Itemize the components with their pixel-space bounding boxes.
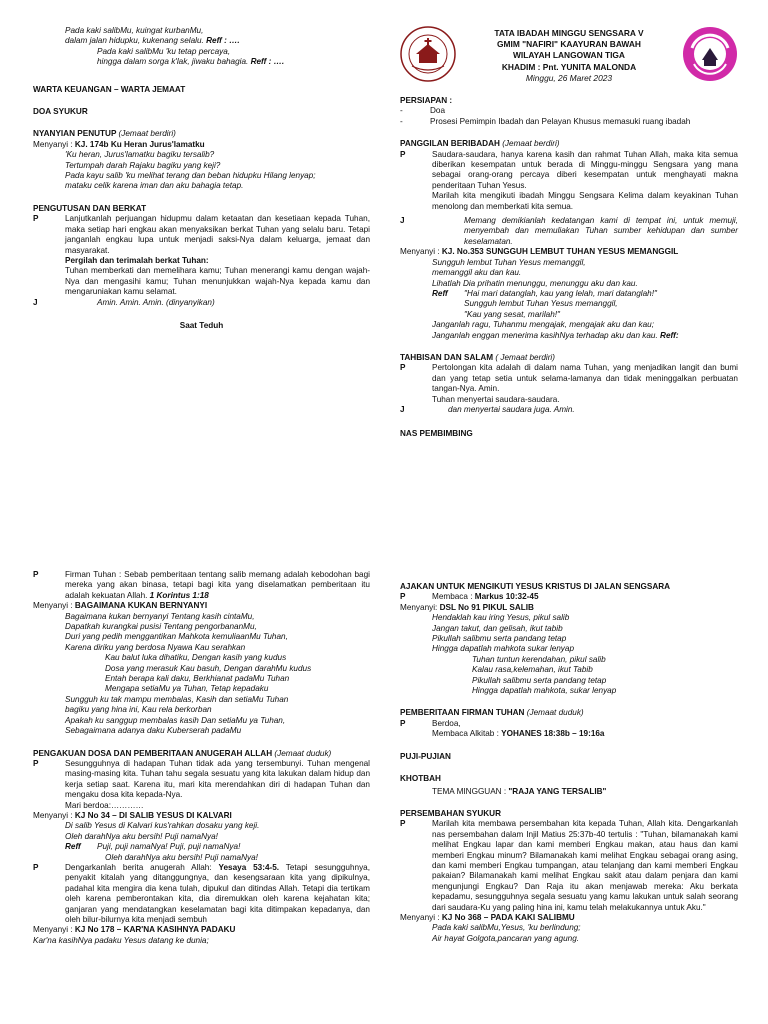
warta-heading: WARTA KEUANGAN – WARTA JEMAAT <box>33 84 186 94</box>
reff-block: Reff "Hai mari datanglah, kau yang lelah, mari datanglah!" Sungguh lembut Tuhan Yesus memanggil, "Kau yang sesat, marilah!" <box>400 289 738 320</box>
song-line: Jangan takut, dan gelisah, ikut tabib <box>432 623 563 633</box>
song-line: Sebagaimana adanya daku Kuberserah padaMu <box>65 726 242 736</box>
intro-line: dalam jalan hidupku, kukenang selalu. Reff : …. <box>65 36 240 46</box>
song-line: Lihatlah Dia prihatin menunggu, menunggu aku dan kau. <box>432 278 638 288</box>
song-line: Tertumpah darah Rajaku bagiku yang keji? <box>65 160 221 170</box>
menyanyi-line: Menyanyi : BAGAIMANA KUKAN BERNYANYI <box>33 601 208 611</box>
pemberitaan-heading: PEMBERITAAN FIRMAN TUHAN (Jemaat duduk) <box>400 708 584 718</box>
song2-line-2: Air hayat Golgota,pancaran yang agung. <box>432 933 580 943</box>
song2-line-1: Di salib Yesus di Kalvari kus'rahkan dosaku yang keji. <box>65 821 260 831</box>
pengakuan-heading: PENGAKUAN DOSA DAN PEMBERITAAN ANUGERAH ALLAH (Jemaat duduk) <box>33 748 332 758</box>
menyanyi-line-2: Menyanyi : KJ No 34 – DI SALIB YESUS DI KALVARI <box>33 810 232 820</box>
persembahan-paragraph: P Marilah kita membawa persembahan kita kepada Tuhan, Allah kita. Dengarkanlah nas persembahan dalam Injil Matius 25:37b-40 tertulis : "Tuhan, bilamanakah kami melihat Engkau lapar dan kami memberi Engkau makan, atau haus dan kami memberi Engkau minum? Bilamanakah kami melihat Engkau sebagai orang asing, dan kami memberi Engkau tumpangan, atau telanjang dan kami memberi Engkau pakaian? Bilamanakah kami melihat Engkau sakit atau dalam penjara dan kami mengunjungi Engkau? Dan Raja itu akan menjawab mereka: Aku berkata kepadamu, sesungguhnya segala sesuatu yang kamu lakukan untuk salah seorang dari saudara-Ku yang paling hina ini, kamu telah melakukannya untuk Aku." <box>400 819 738 912</box>
intro-song-lines <box>33 26 370 68</box>
ajakan-heading: AJAKAN UNTUK MENGIKUTI YESUS KRISTUS DI JALAN SENGSARA <box>400 582 671 591</box>
persembahan-heading: PERSEMBAHAN SYUKUR <box>400 808 501 818</box>
song-lines <box>400 613 738 696</box>
song-line: Karena diriku yang berdosa Nyawa Kau serahkan <box>65 642 246 652</box>
song-lines <box>400 258 738 289</box>
menyanyi-line: Menyanyi: DSL No 91 PIKUL SALIB <box>400 602 534 612</box>
reff-line: "Hai mari datanglah, kau yang lelah, mari datanglah!" <box>464 288 657 298</box>
song-line: Pikullah salibmu serta pandang tetap <box>432 634 567 644</box>
song-line: mataku celik karena iman dan aku bahagia tetap. <box>65 181 244 191</box>
anugerah-paragraph: P Dengarkanlah berita anugerah Allah: Yesaya 53:4-5. Tetapi sesungguhnya, penyakit kitalah yang ditanggungnya, dan kesengsaraan kita yang dipikulnya, padahal kita mengira dia kena tulah, dipukul dan ditindas Allah. Tetapi dia tertikam oleh karena pemberontakan kita, dia diremukkan oleh karena kejahatan kita; ganjaran yang mendatangkan keselamatan bagi kita ditimpakan kepadanya, dan oleh bilur-bilurnya kita menjadi sembuh <box>33 862 370 924</box>
reff-line: Sungguh lembut Tuhan Yesus memanggil, <box>464 299 618 309</box>
tema-line: TEMA MINGGUAN : "RAJA YANG TERSALIB" <box>432 786 607 796</box>
doa-syukur-heading: DOA SYUKUR <box>33 107 88 117</box>
menyanyi-line-2: Menyanyi : KJ No 368 – PADA KAKI SALIBMU <box>400 912 575 922</box>
nyanyian-penutup-heading: NYANYIAN PENUTUP (Jemaat berdiri) <box>33 129 176 139</box>
song-line: Hingga dapatlah mahkota, sukar lenyap <box>472 686 617 696</box>
intro-line: Pada kaki salibMu, kuingat kurbanMu, <box>65 26 204 35</box>
song2-line-2: Oleh darahNya aku bersih! Puji namaNya! <box>65 831 218 841</box>
song3-line: Kar'na kasihNya padaku Yesus datang ke dunia; <box>33 935 209 945</box>
membaca-line: P Membaca : Markus 10:32-45 <box>400 592 539 602</box>
song-line: Duri yang pedih menggantikan Mahkota kemuliaanMu Tuhan, <box>65 632 288 642</box>
intro-line: Pada kaki salibMu 'ku tetap percaya, <box>97 46 231 56</box>
reff-block: Reff Puji, puji namaNya! Puji, puji namaNya! Oleh darahNya aku bersih! Puji namaNya! <box>65 842 258 862</box>
pengutusan-paragraph: P Lanjutkanlah perjuangan hidupmu dalam ketaatan dan kesetiaan kepada Tuhan, maka setiap hari engkau akan menyaksikan berkat Tuhan yang selalu baru. Tetapi janganlah engkau lupa untuk menjadi saksi-Nya dalam keluarga, jemaat dan masyarakat. <box>33 214 370 255</box>
song-line: Janganlah ragu, Tuhanmu mengajak, mengajak aku dan kau; <box>432 320 654 330</box>
khotbah-heading: KHOTBAH <box>400 774 441 784</box>
nas-pembimbing-heading: NAS PEMBIMBING <box>400 429 473 439</box>
song-line: Sungguh ku tak mampu membalas, Kasih dan setiaMu Tuhan <box>65 694 289 704</box>
song-end-lines <box>400 320 738 341</box>
song-lines <box>33 150 370 192</box>
firman-paragraph: P Firman Tuhan : Sebab pemberitaan tentang salib memang adalah kebodohan bagi mereka yang akan binasa, tetapi bagi kita yang diselamatkan pemberitaan itu adalah kekuatan Allah. 1 Korintus 1:18 <box>33 570 370 600</box>
song-line: Tuhan tuntun kerendahan, pikul salib <box>472 654 606 664</box>
berdoa-line: P Berdoa, Membaca Alkitab : YOHANES 18:38b – 19:16a <box>400 718 605 739</box>
jemaat-response-2: J dan menyertai saudara juga. Amin. <box>400 404 575 414</box>
header <box>400 26 738 96</box>
pergilah-line: Pergilah dan terimalah berkat Tuhan: <box>65 255 209 265</box>
intro-line: hingga dalam sorga k'lak, jiwaku bahagia. Reff : …. <box>97 57 285 67</box>
persiapan-item: - Doa <box>400 106 446 116</box>
menyanyi-line: Menyanyi : KJ. No.353 SUNGGUH LEMBUT TUHAN YESUS MEMANGGIL <box>400 247 679 257</box>
song-line: Entah berapa kali daku, Berkhianat padaMu Tuhan <box>105 674 290 684</box>
song-line: Kau balut luka dihatiku, Dengan kasih yang kudus <box>105 653 287 663</box>
panggilan-heading: PANGGILAN BERIBADAH (Jemaat berdiri) <box>400 139 560 149</box>
song-line: Hingga dapatlah mahkota sukar lenyap <box>432 644 575 654</box>
song-line: Dapatkah kurangkai pusisi Tentang pengorbananMu, <box>65 622 257 632</box>
song-line: Janganlah enggan menerima kasihNya terhadap aku dan kau. Reff: <box>432 330 679 340</box>
jemaat-response: J Memang demikianlah kedatangan kami di tempat ini, untuk memuji, menyembah dan memuliakan Tuhan sumber kehidupan dan sumber keselamatan. <box>400 216 738 246</box>
song-line: Hendaklah kau iring Yesus, pikul salib <box>432 613 570 623</box>
bottom-right-column <box>400 582 738 944</box>
bottom-left-column <box>33 570 370 946</box>
amin-line: J Amin. Amin. Amin. (dinyanyikan) <box>33 297 215 307</box>
tahbisan-heading: TAHBISAN DAN SALAM ( Jemaat berdiri) <box>400 352 555 362</box>
top-right-column <box>400 26 738 440</box>
reff-line: "Kau yang sesat, marilah!" <box>464 309 560 319</box>
saat-teduh: Saat Teduh <box>179 320 224 330</box>
gmim-seal-logo <box>400 26 456 82</box>
song-line: Pikullah salibmu serta pandang tetap <box>472 675 607 685</box>
menyanyi-line-3: Menyanyi : KJ No 178 – KAR'NA KASIHNYA PADAKU <box>33 925 236 935</box>
tahbisan-paragraph: P Pertolongan kita adalah di dalam nama Tuhan, yang menjadikan langit dan bumi dan yang tetap setia untuk selama-lamanya dan tidak meninggalkan perbuatan tangan-Nya. Amin. Tuhan menyertai saudara-saudara. <box>400 363 738 404</box>
song-line: Sungguh lembut Tuhan Yesus memanggil, <box>432 257 586 267</box>
pengakuan-paragraph: P Sesungguhnya di hadapan Tuhan tidak ada yang tersembunyi. Tuhan mengenal masing-masing kita. Tuhan tahu segala sesuatu yang kita lakukan dalam hidup dan kerja setiap saat. Karena itu, mari kita merendahkan diri di hadapan Tuhan dan mengaku dosa kita kepada-Nya. Mari berdoa:………… <box>33 758 370 810</box>
song-lines <box>33 612 370 737</box>
menyanyi-line: Menyanyi : KJ. 174b Ku Heran Jurus'lamatku <box>33 139 205 149</box>
berkat-text: Tuhan memberkati dan memelihara kamu; Tuhan menerangi kamu dengan wajah-Nya dan mengasihi kamu; Tuhan menunjukkan wajah-Nya kepada kamu dan mengaruniakan kamu selamat. <box>65 266 370 297</box>
pengutusan-heading: PENGUTUSAN DAN BERKAT <box>33 203 147 213</box>
puji-pujian-heading: PUJI-PUJIAN <box>400 751 451 761</box>
persiapan-list <box>400 106 738 127</box>
song-line: 'Ku heran, Jurus'lamatku bagiku tersalib? <box>65 150 215 160</box>
persiapan-item: - Prosesi Pemimpin Ibadah dan Pelayan Khusus memasuki ruang ibadah <box>400 116 691 126</box>
song-line: Mengapa setiaMu ya Tuhan, Tetap kepadaku <box>105 684 269 694</box>
song2-line-1: Pada kaki salibMu,Yesus, 'ku berlindung; <box>432 923 581 933</box>
nafiri-church-logo <box>682 26 738 82</box>
top-left-column <box>33 26 370 331</box>
service-date: Minggu, 26 Maret 2023 <box>525 72 613 83</box>
panggilan-paragraph: P Saudara-saudara, hanya karena kasih dan rahmat Tuhan Allah, maka kita semua diberikan kesempatan untuk berada di Minggu-minggu Sengsara yang mana sebagai orang-orang percaya diberi kesempatan untuk menghayati makna penderitaan Tuhan Yesus. Marilah kita mengikuti ibadah Minggu Sengsara Kelima dalam keyakinan Tuhan menolong dan memberkati kita semua. <box>400 149 738 211</box>
song-line: Pada kayu salib 'ku melihat terang dan beban hidupku Hilang lenyap; <box>65 171 316 181</box>
song-line: Bagaimana kukan bernyanyi Tentang kasih cintaMu, <box>65 611 255 621</box>
song-line: bagiku yang hina ini, Kau rela berkorban <box>65 705 212 715</box>
header-title: TATA IBADAH MINGGU SENGSARA V GMIM "NAFIRI" KAAYURAN BAWAH WILAYAH LANGOWAN TIGA KHADIM : Pnt. YUNITA MALONDA Minggu, 26 Maret 2023 <box>470 28 668 84</box>
persiapan-heading: PERSIAPAN : <box>400 96 453 105</box>
song-line: Kalau rasa,kelemahan, ikut Tabib <box>472 665 593 675</box>
song-line: Dosa yang merasuk Kau basuh, Dengan darahMu kudus <box>105 663 312 673</box>
song-line: memanggil aku dan kau. <box>432 268 522 278</box>
song-line: Apakah ku sanggup membalas kasih Dan setiaMu ya Tuhan, <box>65 715 286 725</box>
